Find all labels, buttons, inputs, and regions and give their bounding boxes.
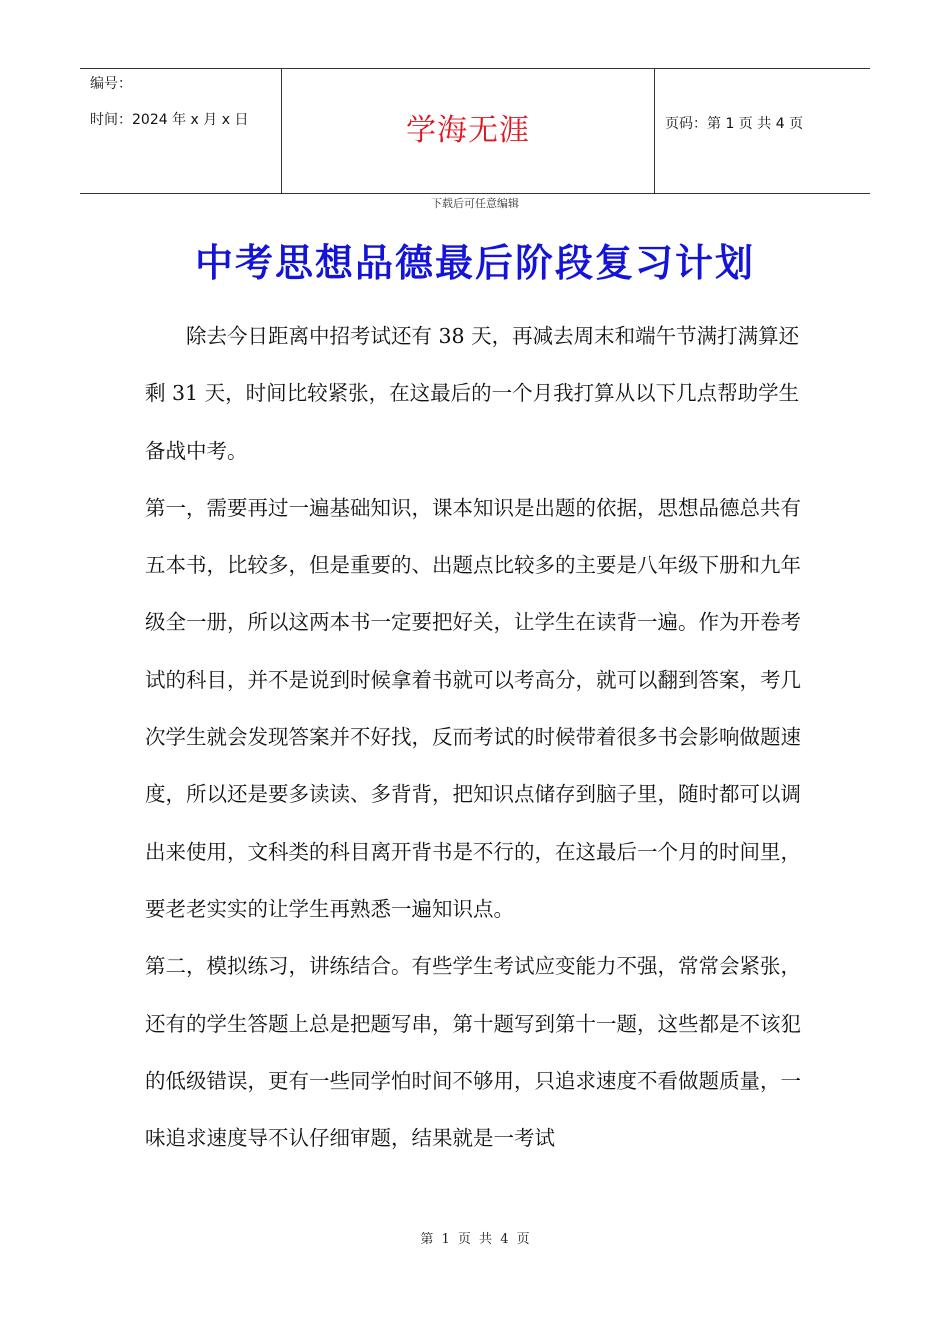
header-right-cell: [655, 69, 870, 193]
page-info-label: 页码：第 1 页 共 4 页: [665, 116, 804, 132]
document-body: [145, 308, 813, 1167]
paragraph-intro: 除去今日距离中招考试还有 38 天，再减去周末和端午节满打满算还剩 31 天，时间比较紧张，在这最后的一个月我打算从以下几点帮助学生备战中考。: [145, 324, 800, 463]
document-title: 中考思想品德最后阶段复习计划: [194, 240, 755, 285]
header-table: [80, 68, 870, 194]
brand-title: 学海无涯: [406, 113, 530, 148]
document-number-label: 编号：: [90, 76, 132, 92]
header-left-cell: [80, 69, 281, 193]
header-brand-cell: [281, 69, 655, 193]
page-footer: 第 1 页 共 4 页: [420, 1232, 530, 1247]
paragraph-second-point: 第二，模拟练习，讲练结合。有些学生考试应变能力不强，常常会紧张，还有的学生答题上总是把题写串，第十题写到第十一题，这些都是不该犯的低级错误，更有一些同学怕时间不够用，只追求速度不看做题质量，一味追求速度导不认仔细审题，结果就是一考试: [145, 954, 801, 1151]
document-time-label: 时间：2024 年 x 月 x 日: [90, 112, 249, 128]
paragraph-first-point: 第一，需要再过一遍基础知识，课本知识是出题的依据，思想品德总共有五本书，比较多，但是重要的、出题点比较多的主要是八年级下册和九年级全一册，所以这两本书一定要把好关，让学生在读背一遍。作为开卷考试的科目，并不是说到时候拿着书就可以考高分，就可以翻到答案，考几次学生就会发现答案并不好找，反而考试的时候带着很多书会影响做题速度，所以还是要多读读、多背背，把知识点储存到脑子里，随时都可以调出来使用，文科类的科目离开背书是不行的，在这最后一个月的时间里，要老老实实的让学生再熟悉一遍知识点。: [145, 495, 801, 921]
edit-note: 下载后可任意编辑: [431, 197, 519, 210]
